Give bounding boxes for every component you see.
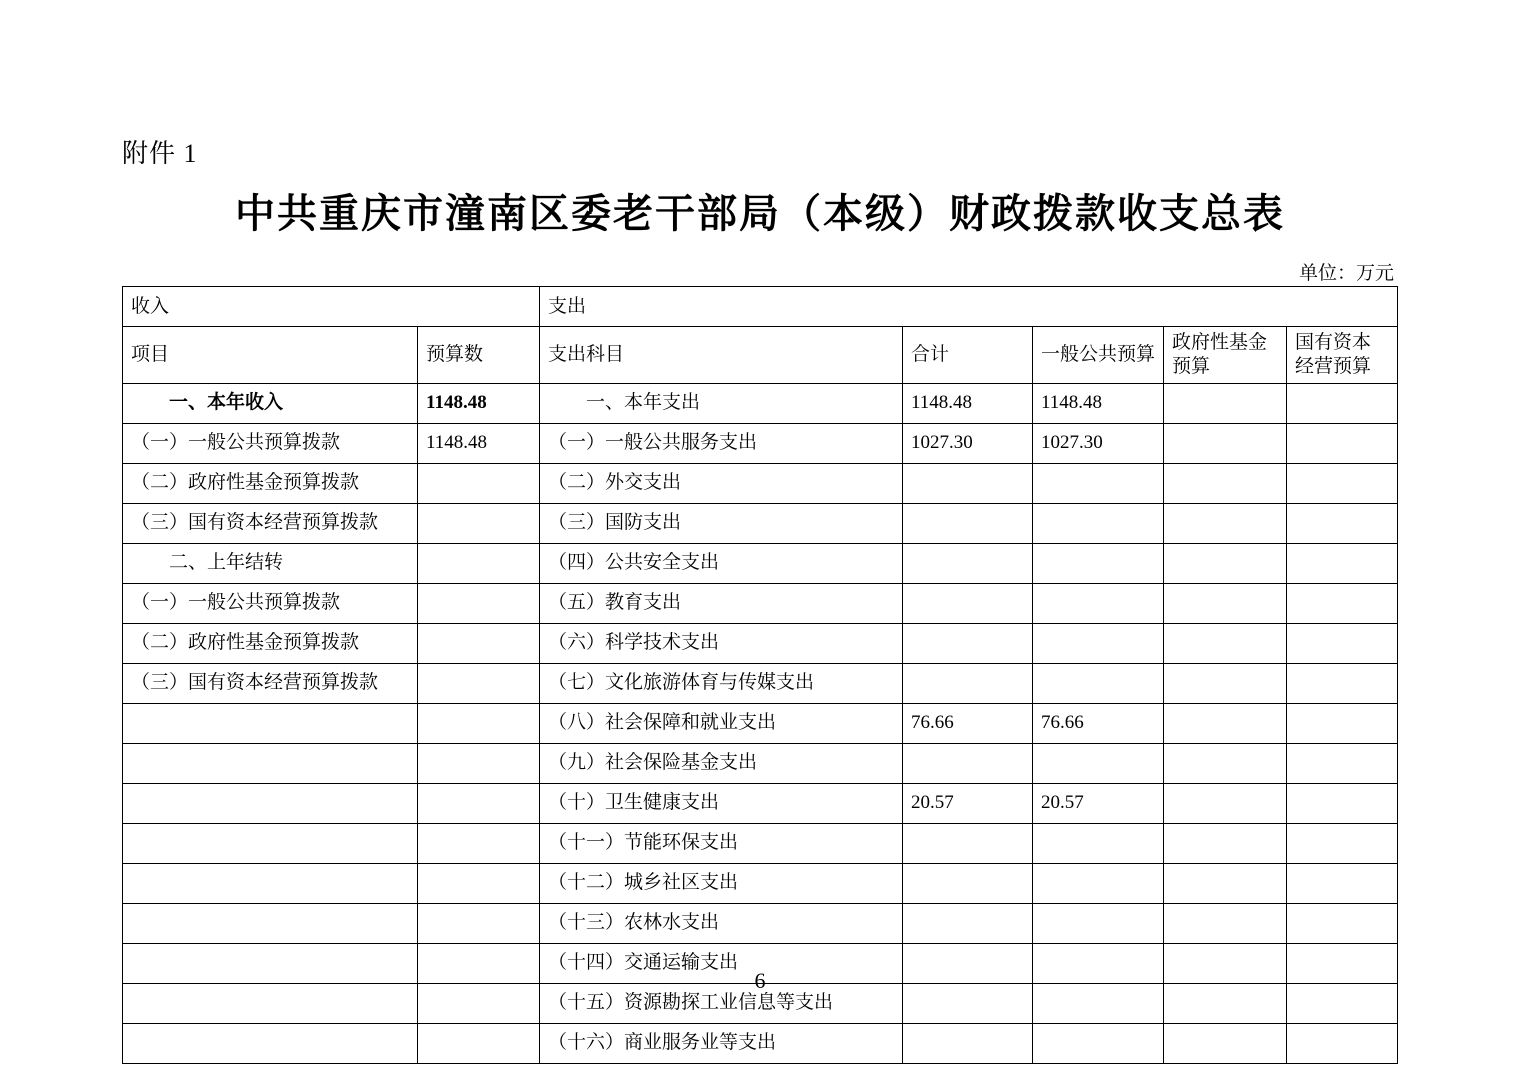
cell-income-item: （二）政府性基金预算拨款	[123, 463, 418, 503]
column-header-item: 项目	[123, 327, 418, 384]
cell-expenditure-item: （一）一般公共服务支出	[540, 423, 903, 463]
section-header-expenditure: 支出	[540, 287, 1398, 327]
budget-table	[122, 286, 1398, 1064]
cell-total	[903, 1023, 1033, 1063]
cell-income-item: （一）一般公共预算拨款	[123, 423, 418, 463]
cell-income-item	[123, 783, 418, 823]
cell-expenditure-item: （三）国防支出	[540, 503, 903, 543]
cell-state-capital-budget	[1287, 903, 1398, 943]
column-header-government-fund-budget: 政府性基金预算	[1164, 327, 1287, 384]
cell-income-item	[123, 703, 418, 743]
column-header-expenditure-subject: 支出科目	[540, 327, 903, 384]
cell-expenditure-item: （四）公共安全支出	[540, 543, 903, 583]
cell-income-item	[123, 863, 418, 903]
cell-government-fund-budget	[1164, 863, 1287, 903]
cell-income-value: 1148.48	[418, 423, 540, 463]
cell-income-item: （三）国有资本经营预算拨款	[123, 503, 418, 543]
cell-income-value	[418, 783, 540, 823]
cell-income-item: （一）一般公共预算拨款	[123, 583, 418, 623]
table-row	[123, 903, 1398, 943]
cell-income-value	[418, 823, 540, 863]
cell-income-value	[418, 623, 540, 663]
cell-general-public-budget	[1033, 663, 1164, 703]
cell-state-capital-budget	[1287, 1023, 1398, 1063]
cell-income-value	[418, 1023, 540, 1063]
page-title: 中共重庆市潼南区委老干部局（本级）财政拨款收支总表	[235, 191, 1285, 236]
cell-government-fund-budget	[1164, 703, 1287, 743]
cell-state-capital-budget	[1287, 863, 1398, 903]
cell-income-value	[418, 663, 540, 703]
table-column-header-row	[123, 327, 1398, 384]
table-row	[123, 623, 1398, 663]
cell-income-value	[418, 503, 540, 543]
cell-general-public-budget	[1033, 1023, 1164, 1063]
cell-government-fund-budget	[1164, 783, 1287, 823]
cell-state-capital-budget	[1287, 623, 1398, 663]
cell-expenditure-item: （十四）交通运输支出	[540, 943, 903, 983]
cell-expenditure-item: （十六）商业服务业等支出	[540, 1023, 903, 1063]
cell-state-capital-budget	[1287, 703, 1398, 743]
table-row	[123, 383, 1398, 423]
cell-government-fund-budget	[1164, 423, 1287, 463]
cell-government-fund-budget	[1164, 583, 1287, 623]
cell-state-capital-budget	[1287, 823, 1398, 863]
cell-general-public-budget	[1033, 743, 1164, 783]
column-header-budget-amount: 预算数	[418, 327, 540, 384]
cell-government-fund-budget	[1164, 383, 1287, 423]
cell-state-capital-budget	[1287, 663, 1398, 703]
cell-government-fund-budget	[1164, 743, 1287, 783]
cell-state-capital-budget	[1287, 463, 1398, 503]
cell-income-item: （二）政府性基金预算拨款	[123, 623, 418, 663]
cell-general-public-budget	[1033, 543, 1164, 583]
cell-income-item: 二、上年结转	[123, 543, 418, 583]
cell-government-fund-budget	[1164, 543, 1287, 583]
cell-expenditure-item: （十五）资源勘探工业信息等支出	[540, 983, 903, 1023]
cell-income-item	[123, 1023, 418, 1063]
unit-note: 单位：万元	[1298, 263, 1394, 284]
cell-expenditure-item: （十一）节能环保支出	[540, 823, 903, 863]
cell-income-item: （三）国有资本经营预算拨款	[123, 663, 418, 703]
table-row	[123, 423, 1398, 463]
cell-income-value	[418, 903, 540, 943]
cell-general-public-budget	[1033, 903, 1164, 943]
cell-total	[903, 743, 1033, 783]
table-row	[123, 583, 1398, 623]
section-header-income: 收入	[123, 287, 540, 327]
cell-total	[903, 623, 1033, 663]
cell-state-capital-budget	[1287, 743, 1398, 783]
column-header-state-capital-operation-budget: 国有资本经营预算	[1287, 327, 1398, 384]
cell-total	[903, 543, 1033, 583]
cell-general-public-budget	[1033, 503, 1164, 543]
cell-government-fund-budget	[1164, 623, 1287, 663]
table-row	[123, 543, 1398, 583]
cell-state-capital-budget	[1287, 543, 1398, 583]
cell-state-capital-budget	[1287, 583, 1398, 623]
table-row	[123, 783, 1398, 823]
cell-income-item	[123, 823, 418, 863]
cell-government-fund-budget	[1164, 903, 1287, 943]
cell-expenditure-item: （八）社会保障和就业支出	[540, 703, 903, 743]
cell-total	[903, 823, 1033, 863]
table-row	[123, 503, 1398, 543]
cell-general-public-budget: 1027.30	[1033, 423, 1164, 463]
cell-expenditure-item: 一、本年支出	[540, 383, 903, 423]
cell-government-fund-budget	[1164, 463, 1287, 503]
cell-total: 1027.30	[903, 423, 1033, 463]
cell-state-capital-budget	[1287, 423, 1398, 463]
table-row	[123, 1023, 1398, 1063]
cell-income-item: 一、本年收入	[123, 383, 418, 423]
cell-income-value	[418, 743, 540, 783]
cell-state-capital-budget	[1287, 783, 1398, 823]
table-section-header-row	[123, 287, 1398, 327]
cell-total	[903, 583, 1033, 623]
column-header-total: 合计	[903, 327, 1033, 384]
cell-general-public-budget	[1033, 863, 1164, 903]
cell-total: 76.66	[903, 703, 1033, 743]
cell-total: 1148.48	[903, 383, 1033, 423]
cell-general-public-budget: 76.66	[1033, 703, 1164, 743]
cell-expenditure-item: （十三）农林水支出	[540, 903, 903, 943]
cell-government-fund-budget	[1164, 823, 1287, 863]
cell-general-public-budget	[1033, 623, 1164, 663]
attachment-label: 附件 1	[122, 139, 198, 168]
cell-government-fund-budget	[1164, 503, 1287, 543]
cell-total	[903, 903, 1033, 943]
cell-general-public-budget	[1033, 463, 1164, 503]
table-row	[123, 463, 1398, 503]
cell-expenditure-item: （五）教育支出	[540, 583, 903, 623]
table-row	[123, 863, 1398, 903]
column-header-general-public-budget: 一般公共预算	[1033, 327, 1164, 384]
table-row	[123, 823, 1398, 863]
cell-total	[903, 503, 1033, 543]
cell-income-item	[123, 903, 418, 943]
cell-income-value	[418, 703, 540, 743]
table-row	[123, 703, 1398, 743]
cell-government-fund-budget	[1164, 1023, 1287, 1063]
cell-income-value	[418, 463, 540, 503]
cell-income-value	[418, 863, 540, 903]
cell-general-public-budget: 20.57	[1033, 783, 1164, 823]
cell-expenditure-item: （六）科学技术支出	[540, 623, 903, 663]
table-row	[123, 663, 1398, 703]
cell-state-capital-budget	[1287, 503, 1398, 543]
cell-income-item	[123, 743, 418, 783]
table-row	[123, 743, 1398, 783]
cell-expenditure-item: （十二）城乡社区支出	[540, 863, 903, 903]
cell-state-capital-budget	[1287, 383, 1398, 423]
cell-expenditure-item: （二）外交支出	[540, 463, 903, 503]
cell-total	[903, 463, 1033, 503]
cell-total	[903, 863, 1033, 903]
cell-income-value: 1148.48	[418, 383, 540, 423]
cell-expenditure-item: （九）社会保险基金支出	[540, 743, 903, 783]
cell-total	[903, 663, 1033, 703]
cell-government-fund-budget	[1164, 663, 1287, 703]
cell-income-value	[418, 583, 540, 623]
cell-general-public-budget	[1033, 823, 1164, 863]
page-number: 6	[754, 968, 766, 993]
cell-expenditure-item: （十）卫生健康支出	[540, 783, 903, 823]
cell-general-public-budget: 1148.48	[1033, 383, 1164, 423]
cell-total: 20.57	[903, 783, 1033, 823]
cell-expenditure-item: （七）文化旅游体育与传媒支出	[540, 663, 903, 703]
cell-income-value	[418, 543, 540, 583]
cell-general-public-budget	[1033, 583, 1164, 623]
